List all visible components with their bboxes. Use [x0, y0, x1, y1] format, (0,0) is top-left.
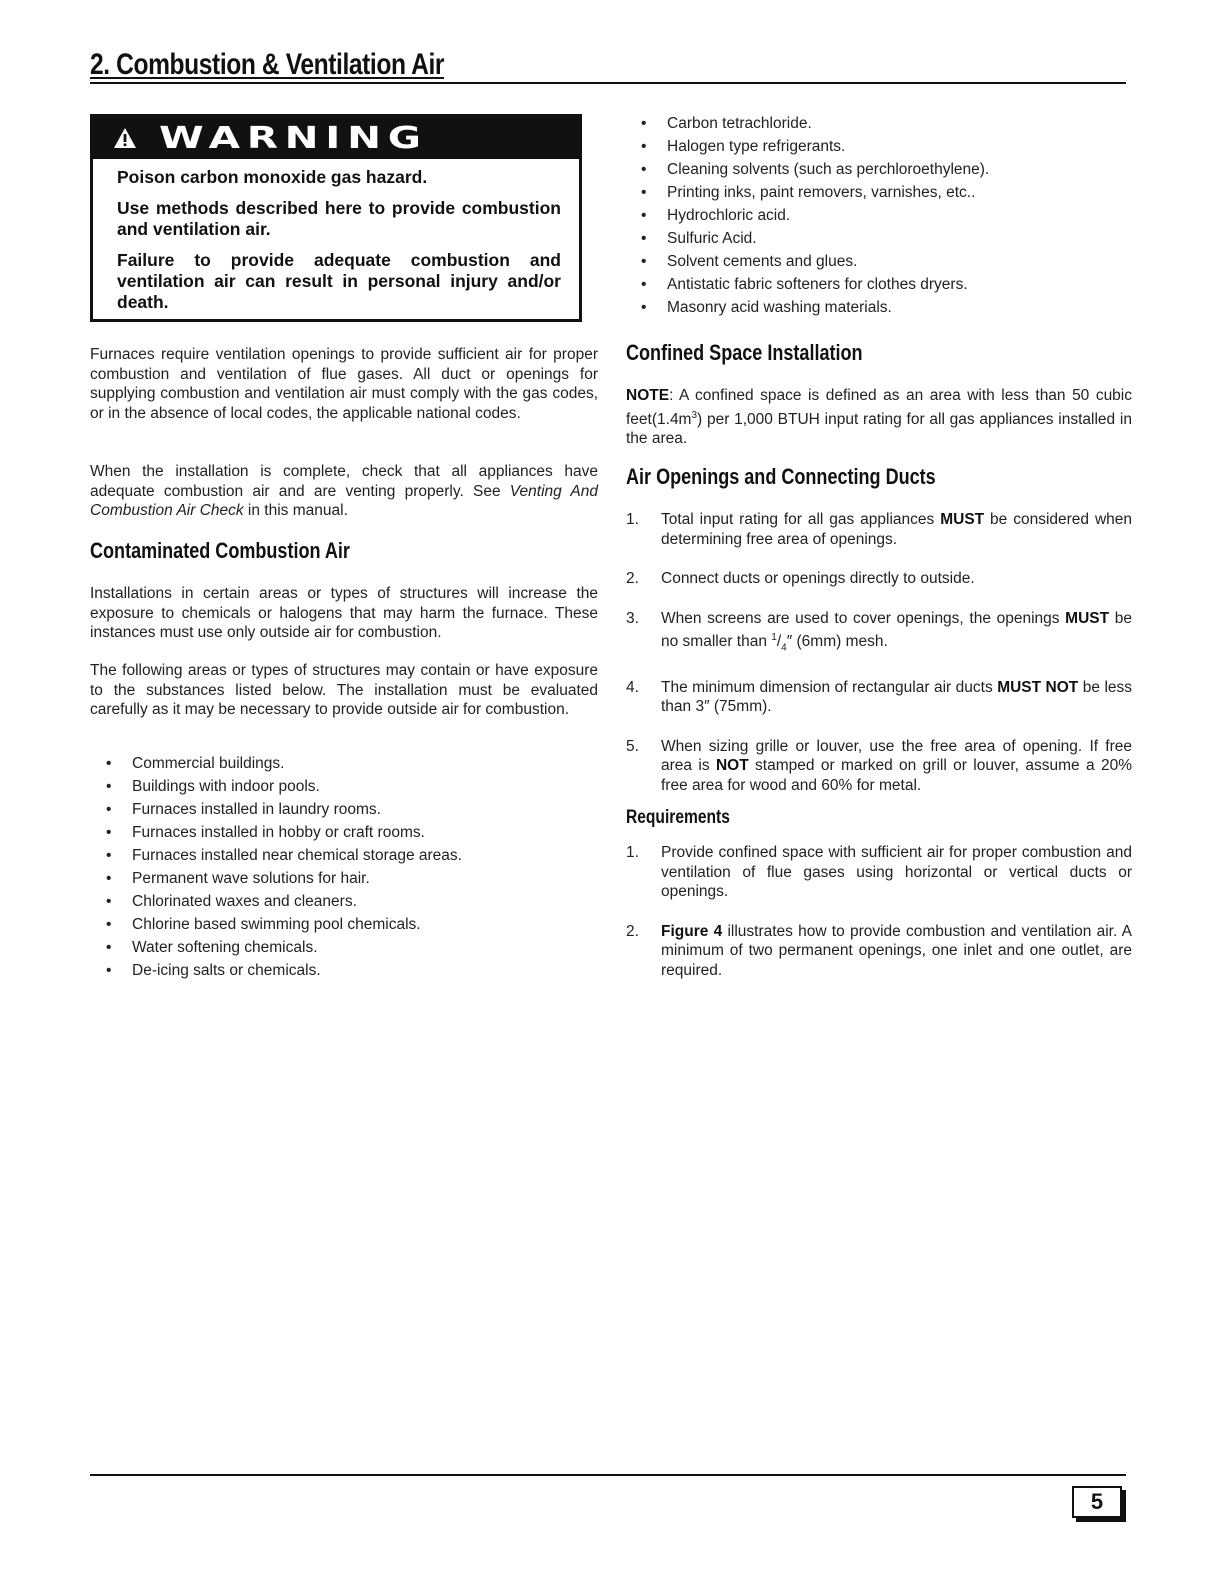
list-item: • Cleaning solvents (such as perchloroethylene). [641, 161, 990, 178]
intro-paragraph-2: When the installation is complete, check that all appliances have adequate combustion air and are venting properly. See Venting And Combustion Air Check in this manual. [90, 463, 598, 519]
air-openings-heading: Air Openings and Connecting Ducts [626, 464, 936, 489]
list-item: • Antistatic fabric softeners for clothes dryers. [641, 276, 968, 293]
figure-reference: Figure 4 [661, 922, 723, 940]
confined-heading: Confined Space Installation [626, 340, 863, 365]
list-item: • Sulfuric Acid. [641, 230, 757, 247]
list-item: • Chlorinated waxes and cleaners. [106, 893, 357, 910]
list-item: • Hydrochloric acid. [641, 207, 791, 224]
manual-reference: Venting And Combustion Air Check [90, 482, 598, 519]
substances-list [639, 112, 1119, 319]
list-item: 1. Provide confined space with sufficient air for proper combustion and ventilation of flue gases using horizontal or vertical ducts or openings. [626, 844, 1132, 900]
page-number: 5 [1072, 1486, 1122, 1518]
list-item: 3. When screens are used to cover openings, the openings MUST be no smaller than $^1/_4''$ (6mm) mesh. [626, 609, 1132, 654]
warning-label: WARNING [159, 120, 428, 156]
list-item: • Furnaces installed in hobby or craft rooms. [106, 824, 425, 841]
list-item: • Furnaces installed in laundry rooms. [106, 801, 381, 818]
list-item: • Chlorine based swimming pool chemicals. [106, 916, 421, 933]
intro-paragraph-1: Furnaces require ventilation openings to provide sufficient air for proper combustion and ventilation of flue gases. All duct or openings for supplying combustion and ventilation air must comply with the gas codes, or in the absence of local codes, the applicable national codes. [90, 346, 598, 422]
list-item: • Masonry acid washing materials. [641, 299, 892, 316]
list-item: • Halogen type refrigerants. [641, 138, 846, 155]
list-item: • Printing inks, paint removers, varnishes, etc.. [641, 184, 976, 201]
warning-box [90, 114, 582, 322]
confined-note: NOTE: A confined space is defined as an area with less than 50 cubic $feet(1.4m^3)$ per 1,000 BTUH input rating for all gas appliances installed in the area. [626, 387, 1132, 448]
warning-line: Failure to provide adequate combustion and ventilation air can result in personal injury and/or death. [117, 250, 561, 312]
list-item: • Water softening chemicals. [106, 939, 318, 956]
warning-header [93, 117, 579, 159]
footer-rule [90, 1474, 1126, 1476]
list-item: • Buildings with indoor pools. [106, 778, 320, 795]
list-item: • Carbon tetrachloride. [641, 115, 812, 132]
list-item: • De-icing salts or chemicals. [106, 962, 321, 979]
list-item: 5. When sizing grille or louver, use the free area of opening. If free area is NOT stamped or marked on grill or louver, assume a 20% free area for wood and 60% for metal. [626, 737, 1132, 794]
contaminated-areas-list [104, 752, 584, 982]
contaminated-paragraph-2: The following areas or types of structures may contain or have exposure to the substances listed below. The installation must be evaluated carefully as it may be necessary to provide outside air for combustion. [90, 662, 598, 718]
note-label: NOTE [626, 387, 670, 404]
list-item: • Commercial buildings. [106, 755, 285, 772]
list-item: 2. Figure 4 illustrates how to provide combustion and ventilation air. A minimum of two permanent openings, one inlet and one outlet, are required. [626, 922, 1132, 979]
list-item: • Permanent wave solutions for hair. [106, 870, 370, 887]
requirements-heading: Requirements [626, 807, 730, 828]
list-item: 1. Total input rating for all gas appliances MUST be considered when determining free area of openings. [626, 511, 1133, 548]
list-item: • Furnaces installed near chemical storage areas. [106, 847, 462, 864]
page-title: 2. Combustion & Ventilation Air [90, 48, 1126, 84]
warning-line: Use methods described here to provide combustion and ventilation air. [117, 198, 561, 239]
list-item: 2. Connect ducts or openings directly to outside. [626, 570, 975, 587]
list-item: • Solvent cements and glues. [641, 253, 858, 270]
contaminated-paragraph-1: Installations in certain areas or types of structures will increase the exposure to chemicals or halogens that may harm the furnace. These instances must use only outside air for combustion. [90, 585, 598, 641]
list-item: 4. The minimum dimension of rectangular air ducts MUST NOT be less than 3″ (75mm). [626, 678, 1133, 716]
requirements-list [626, 843, 1132, 1000]
warning-line: Poison carbon monoxide gas hazard. [117, 167, 428, 187]
contaminated-heading: Contaminated Combustion Air [90, 538, 350, 563]
air-openings-list [626, 510, 1132, 815]
warning-triangle-icon [113, 127, 137, 149]
